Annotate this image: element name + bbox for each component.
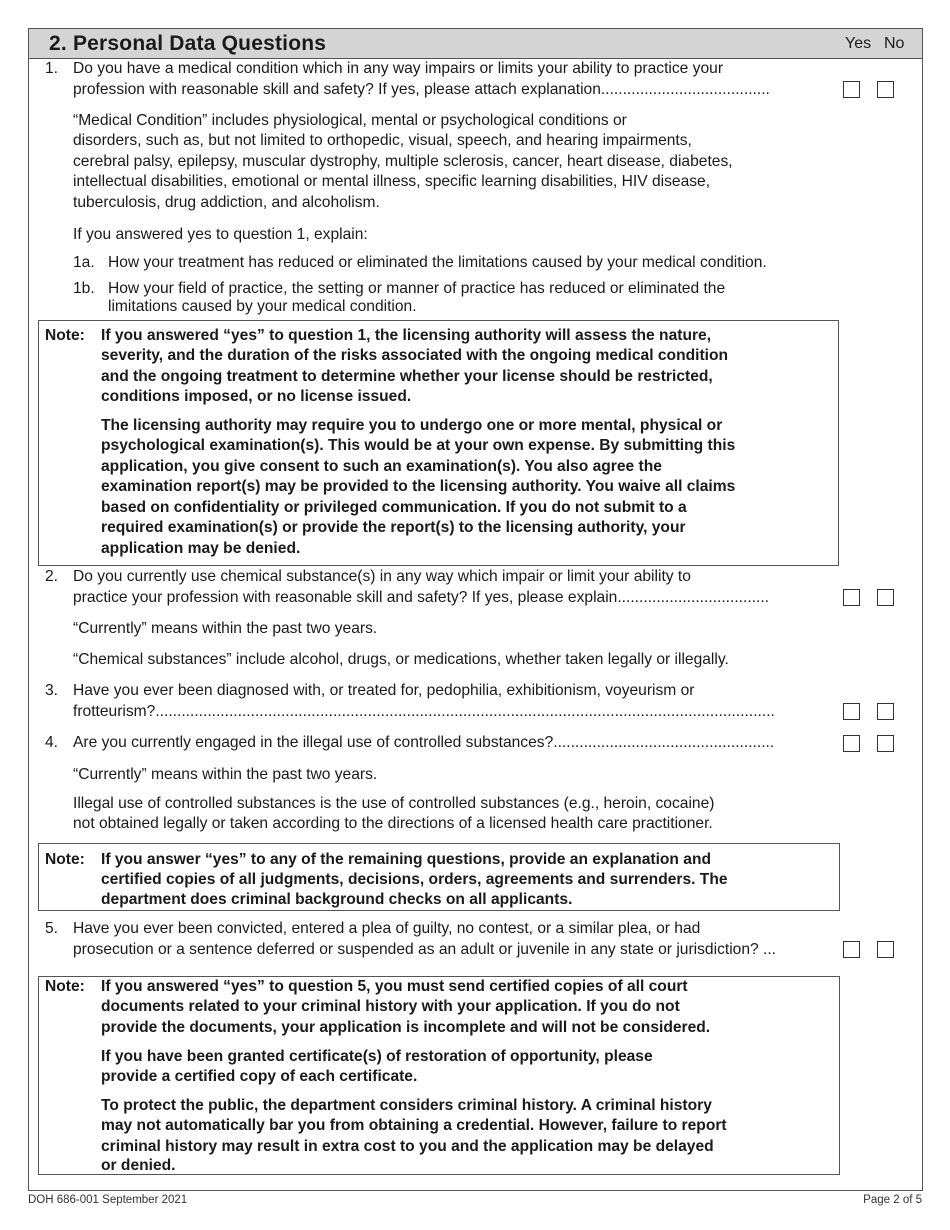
question-2-line1: Do you currently use chemical substance(s) in any way which impair or limit your ability to bbox=[73, 568, 691, 585]
question-4-number: 4. bbox=[45, 734, 59, 751]
note-1-text: The licensing authority may require you to undergo one or more mental, physical or bbox=[101, 417, 723, 434]
note-3-text: may not automatically bar you from obtaining a credential. However, failure to report bbox=[101, 1117, 727, 1134]
note-2-text: If you answer “yes” to any of the remaining questions, provide an explanation and bbox=[101, 851, 712, 868]
question-1-explain-intro: If you answered yes to question 1, explain: bbox=[73, 226, 368, 243]
note-3-text: If you answered “yes” to question 5, you must send certified copies of all court bbox=[101, 978, 688, 995]
question-1-definition-line: disorders, such as, but not limited to orthopedic, visual, speech, and hearing impairments, bbox=[73, 132, 692, 149]
note-1-text: severity, and the duration of the risks associated with the ongoing medical condition bbox=[101, 347, 729, 364]
note-1-text: based on confidentiality or privileged communication. If you do not submit to a bbox=[101, 499, 687, 516]
question-1b-label: 1b. bbox=[73, 280, 95, 297]
note-1-text: psychological examination(s). This would be at your own expense. By submitting this bbox=[101, 437, 736, 454]
question-1-definition-line: intellectual disabilities, emotional or mental illness, specific learning disabilities, HIV disease, bbox=[73, 173, 711, 190]
question-1b-line2: limitations caused by your medical condition. bbox=[108, 298, 417, 315]
question-1-line2: profession with reasonable skill and safety? If yes, please attach explanation....................................... bbox=[73, 81, 770, 98]
question-5-yes-checkbox[interactable] bbox=[843, 941, 860, 958]
question-1b-line1: How your field of practice, the setting or manner of practice has reduced or eliminated the bbox=[108, 280, 726, 297]
note-1-text: required examination(s) or provide the report(s) to the licensing authority, your bbox=[101, 519, 686, 536]
footer-form-id: DOH 686-001 September 2021 bbox=[28, 1194, 188, 1206]
note-3-text: provide the documents, your application is incomplete and will not be considered. bbox=[101, 1019, 711, 1036]
question-3-number: 3. bbox=[45, 682, 59, 699]
question-3-no-checkbox[interactable] bbox=[877, 703, 894, 720]
note-box-2 bbox=[38, 843, 840, 911]
question-4-no-checkbox[interactable] bbox=[877, 735, 894, 752]
footer-page-number: Page 2 of 5 bbox=[863, 1194, 922, 1206]
note-3-text: To protect the public, the department considers criminal history. A criminal history bbox=[101, 1097, 712, 1114]
question-4-definition-illegal-line2: not obtained legally or taken according to the directions of a licensed health care practitioner. bbox=[73, 815, 713, 832]
question-1a-text: How your treatment has reduced or eliminated the limitations caused by your medical condition. bbox=[108, 254, 767, 271]
question-3-line1: Have you ever been diagnosed with, or treated for, pedophilia, exhibitionism, voyeurism or bbox=[73, 682, 695, 699]
question-2-no-checkbox[interactable] bbox=[877, 589, 894, 606]
yes-column-label: Yes bbox=[845, 35, 872, 52]
note-1-text: examination report(s) may be provided to the licensing authority. You waive all claims bbox=[101, 478, 736, 495]
note-3-label: Note: bbox=[45, 978, 85, 995]
question-4-yes-checkbox[interactable] bbox=[843, 735, 860, 752]
question-5-number: 5. bbox=[45, 920, 59, 937]
question-2-number: 2. bbox=[45, 568, 59, 585]
no-column-label: No bbox=[884, 35, 905, 52]
question-1-line1: Do you have a medical condition which in any way impairs or limits your ability to practice your bbox=[73, 60, 724, 77]
note-3-text: or denied. bbox=[101, 1157, 176, 1174]
note-1-label: Note: bbox=[45, 327, 85, 344]
note-1-text: application may be denied. bbox=[101, 540, 301, 557]
question-2-yes-checkbox[interactable] bbox=[843, 589, 860, 606]
note-3-text: criminal history may result in extra cost to you and the application may be delayed bbox=[101, 1138, 714, 1155]
note-2-label: Note: bbox=[45, 851, 85, 868]
question-1-number: 1. bbox=[45, 60, 59, 77]
question-3-yes-checkbox[interactable] bbox=[843, 703, 860, 720]
question-5-line2: prosecution or a sentence deferred or suspended as an adult or juvenile in any state or jurisdiction? ... bbox=[73, 941, 777, 958]
question-5-line1: Have you ever been convicted, entered a plea of guilty, no contest, or a similar plea, or had bbox=[73, 920, 701, 937]
section-title: 2. Personal Data Questions bbox=[49, 32, 327, 55]
note-box-3 bbox=[38, 976, 840, 1175]
note-3-text: documents related to your criminal history with your application. If you do not bbox=[101, 998, 680, 1015]
section-header bbox=[29, 29, 922, 59]
note-3-text: If you have been granted certificate(s) of restoration of opportunity, please bbox=[101, 1048, 653, 1065]
question-4-line1: Are you currently engaged in the illegal use of controlled substances?................................................... bbox=[73, 734, 775, 751]
note-1-text: application, you give consent to such an examination(s). You also agree the bbox=[101, 458, 662, 475]
question-3-line2: frotteurism?............................................................................................................................................... bbox=[73, 703, 775, 720]
question-4-definition-currently: “Currently” means within the past two years. bbox=[73, 766, 378, 783]
note-1-text: conditions imposed, or no license issued. bbox=[101, 388, 412, 405]
question-2-line2: practice your profession with reasonable skill and safety? If yes, please explain................................... bbox=[73, 589, 769, 606]
question-1-definition-line: cerebral palsy, epilepsy, muscular dystrophy, multiple sclerosis, cancer, heart disease, diabetes, bbox=[73, 153, 733, 170]
question-2-definition-chemical: “Chemical substances” include alcohol, drugs, or medications, whether taken legally or illegally. bbox=[73, 651, 729, 668]
note-box-1 bbox=[38, 320, 839, 566]
question-5-no-checkbox[interactable] bbox=[877, 941, 894, 958]
question-2-definition-currently: “Currently” means within the past two years. bbox=[73, 620, 378, 637]
note-3-text: provide a certified copy of each certificate. bbox=[101, 1068, 418, 1085]
question-1-no-checkbox[interactable] bbox=[877, 81, 894, 98]
note-1-text: If you answered “yes” to question 1, the licensing authority will assess the nature, bbox=[101, 327, 712, 344]
question-4-definition-illegal-line1: Illegal use of controlled substances is the use of controlled substances (e.g., heroin, cocaine) bbox=[73, 795, 715, 812]
note-1-text: and the ongoing treatment to determine whether your license should be restricted, bbox=[101, 368, 713, 385]
note-2-text: certified copies of all judgments, decisions, orders, agreements and surrenders. The bbox=[101, 871, 728, 888]
question-1-yes-checkbox[interactable] bbox=[843, 81, 860, 98]
question-1a-label: 1a. bbox=[73, 254, 95, 271]
question-1-definition-line: tuberculosis, drug addiction, and alcoholism. bbox=[73, 194, 380, 211]
note-2-text: department does criminal background checks on all applicants. bbox=[101, 891, 573, 908]
question-1-definition-line: “Medical Condition” includes physiological, mental or psychological conditions or bbox=[73, 112, 627, 129]
